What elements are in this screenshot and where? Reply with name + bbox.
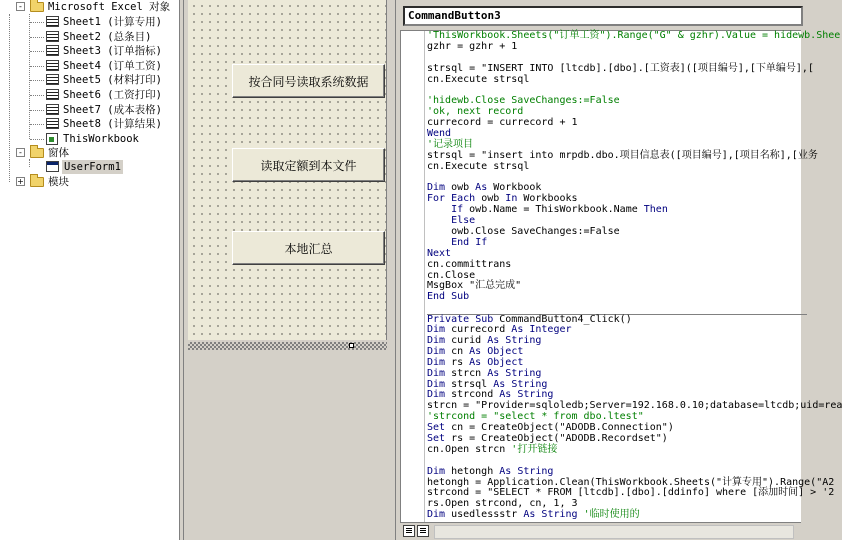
tree-node-label: 窗体: [48, 147, 69, 159]
code-line[interactable]: strsql = "insert into mrpdb.dbo.项目信息表([项目编号],[项目名称],[业务: [427, 149, 818, 161]
tree-connector: [29, 14, 30, 139]
code-line[interactable]: Dim strsql As String: [427, 378, 548, 390]
code-line[interactable]: Dim cn As Object: [427, 345, 524, 357]
userform-canvas[interactable]: [188, 0, 387, 340]
tree-connector: [30, 110, 44, 111]
code-line[interactable]: strsql = "INSERT INTO [ltcdb].[dbo].[工资表]([项目编号],[下单编号],[: [427, 62, 814, 74]
tree-node-label: Sheet1 (计算专用): [63, 16, 162, 28]
code-line[interactable]: strcn = "Provider=sqloledb;Server=192.168.0.10;database=ltcdb;uid=rea: [427, 400, 842, 412]
tree-node-label: ThisWorkbook: [63, 132, 139, 145]
code-line[interactable]: End Sub: [427, 291, 470, 303]
tree-node-sheet[interactable]: [36, 88, 180, 102]
code-line[interactable]: Dim usedlessstr As String '临时使用的: [427, 509, 640, 521]
margin-indicator-bar[interactable]: [401, 31, 425, 522]
code-line[interactable]: cn.Execute strsql: [427, 160, 530, 172]
code-window-footer: [400, 522, 801, 540]
worksheet-icon: [46, 60, 59, 71]
form-designer-window: [183, 0, 388, 540]
folder-icon: [30, 2, 44, 12]
code-line[interactable]: Else: [451, 215, 476, 227]
userform-icon: [46, 161, 59, 172]
tree-node-label: Sheet7 (成本表格): [63, 103, 162, 116]
tree-node-sheet[interactable]: [36, 15, 180, 29]
object-dropdown[interactable]: CommandButton3: [403, 6, 803, 26]
code-line[interactable]: cn.committrans: [427, 258, 512, 270]
code-line[interactable]: '记录项目: [427, 138, 474, 150]
folder-icon: [30, 177, 44, 187]
tree-connector: [30, 22, 44, 23]
form-resize-border[interactable]: [188, 342, 387, 350]
tree-node-modules[interactable]: [16, 175, 180, 189]
read-quota-button[interactable]: 读取定额到本文件: [232, 148, 385, 182]
code-line[interactable]: If owb.Name = ThisWorkbook.Name Then: [451, 204, 668, 216]
tree-node-excel-objects[interactable]: [16, 0, 180, 14]
worksheet-icon: [46, 74, 59, 85]
code-line[interactable]: End If: [451, 236, 488, 248]
code-line[interactable]: Next: [427, 247, 452, 259]
project-explorer-tree: [0, 0, 180, 540]
tree-node-label: Sheet5 (材料打印): [63, 74, 162, 87]
code-line[interactable]: [427, 456, 807, 467]
worksheet-icon: [46, 45, 59, 56]
tree-connector: [9, 14, 10, 182]
code-window: [395, 0, 842, 540]
tree-node-sheet[interactable]: [36, 117, 180, 131]
code-line[interactable]: Dim strcn As String: [427, 367, 542, 379]
folder-icon: [30, 148, 44, 158]
code-line[interactable]: rs.Open strcond, cn, 1, 3: [427, 498, 578, 510]
tree-connector: [30, 139, 44, 140]
resize-handle[interactable]: [349, 343, 354, 348]
tree-node-label: Sheet6 (工资打印): [63, 89, 162, 101]
code-line-blank[interactable]: [427, 303, 807, 314]
code-line[interactable]: cn.Close: [427, 269, 476, 281]
tree-connector: [29, 159, 30, 167]
tree-node-sheet[interactable]: [36, 59, 180, 73]
code-line[interactable]: Wend: [427, 128, 452, 140]
tree-connector: [30, 37, 44, 38]
tree-node-sheet[interactable]: [36, 30, 180, 44]
tree-node-label: Microsoft Excel 对象: [48, 1, 171, 13]
code-line[interactable]: gzhr = gzhr + 1: [427, 40, 518, 52]
tree-node-label: Sheet3 (订单指标): [63, 45, 162, 58]
tree-node-label: Sheet4 (订单工资): [63, 59, 162, 72]
tree-connector: [30, 66, 44, 67]
code-line[interactable]: cn.Open strcn '打开链接: [427, 443, 558, 455]
collapse-expander[interactable]: -: [16, 2, 25, 11]
code-line[interactable]: Dim owb As Workbook: [427, 182, 542, 194]
code-line[interactable]: 'ok, next record: [427, 106, 524, 118]
worksheet-icon: [46, 31, 59, 42]
tree-node-sheet[interactable]: [36, 103, 180, 117]
code-line[interactable]: Dim rs As Object: [427, 356, 524, 368]
worksheet-icon: [46, 104, 59, 115]
code-editor[interactable]: [400, 30, 842, 522]
code-line[interactable]: Dim hetongh As String: [427, 465, 554, 477]
horizontal-scrollbar[interactable]: [434, 525, 794, 539]
tree-node-forms[interactable]: [16, 146, 180, 160]
local-summary-button[interactable]: 本地汇总: [232, 231, 385, 265]
code-line[interactable]: Private Sub CommandButton4_Click(): [427, 314, 807, 325]
procedure-view-icon[interactable]: [403, 525, 415, 537]
workbook-icon: [46, 133, 58, 145]
worksheet-icon: [46, 89, 59, 100]
collapse-expander[interactable]: -: [16, 148, 25, 157]
code-line[interactable]: 'hidewb.Close SaveChanges:=False: [427, 95, 620, 107]
code-line[interactable]: Set cn = CreateObject("ADODB.Connection"): [427, 422, 674, 434]
full-module-view-icon[interactable]: [417, 525, 429, 537]
code-line[interactable]: Dim currecord As Integer: [427, 324, 572, 336]
read-contract-data-button[interactable]: 按合同号读取系统数据: [232, 64, 385, 98]
tree-connector: [30, 124, 44, 125]
worksheet-icon: [46, 16, 59, 27]
code-line[interactable]: hetongh = Application.Clean(ThisWorkbook.Sheets("计算专用").Range("A2: [427, 476, 835, 488]
tree-connector: [30, 51, 44, 52]
code-line[interactable]: 'strcond = "select * from dbo.ltest": [427, 411, 644, 423]
tree-node-label: Sheet2 (总条目): [63, 30, 152, 43]
code-line[interactable]: cn.Execute strsql: [427, 73, 530, 85]
code-line[interactable]: Dim curid As String: [427, 334, 542, 346]
tree-node-sheet[interactable]: [36, 44, 180, 58]
tree-node-label: Sheet8 (计算结果): [63, 118, 162, 131]
code-line[interactable]: Dim strcond As String: [427, 389, 554, 401]
tree-node-label: UserForm1: [64, 161, 121, 173]
tree-connector: [30, 95, 44, 96]
tree-node-sheet[interactable]: [36, 73, 180, 87]
code-line[interactable]: MsgBox "汇总完成": [427, 280, 522, 292]
code-line[interactable]: 'ThisWorkbook.Sheets("订单工资").Range("G" & gzhr).Value = hidewb.Shee: [427, 30, 841, 41]
code-line[interactable]: strcond = "SELECT * FROM [ltcdb].[dbo].[ddinfo] where [添加时间] > '2: [427, 487, 835, 499]
tree-connector: [30, 80, 44, 81]
worksheet-icon: [46, 118, 59, 129]
code-line[interactable]: For Each owb In Workbooks: [427, 193, 578, 205]
code-line[interactable]: owb.Close SaveChanges:=False: [427, 226, 620, 238]
tree-node-label: 模块: [48, 176, 69, 188]
tree-node-userform1[interactable]: [36, 160, 180, 174]
code-line[interactable]: currecord = currecord + 1: [427, 117, 578, 129]
code-lines: [427, 30, 842, 521]
tree-node-sheet[interactable]: [36, 132, 180, 146]
expand-expander[interactable]: +: [17, 177, 24, 186]
code-line[interactable]: Set rs = CreateObject("ADODB.Recordset"): [427, 432, 668, 444]
